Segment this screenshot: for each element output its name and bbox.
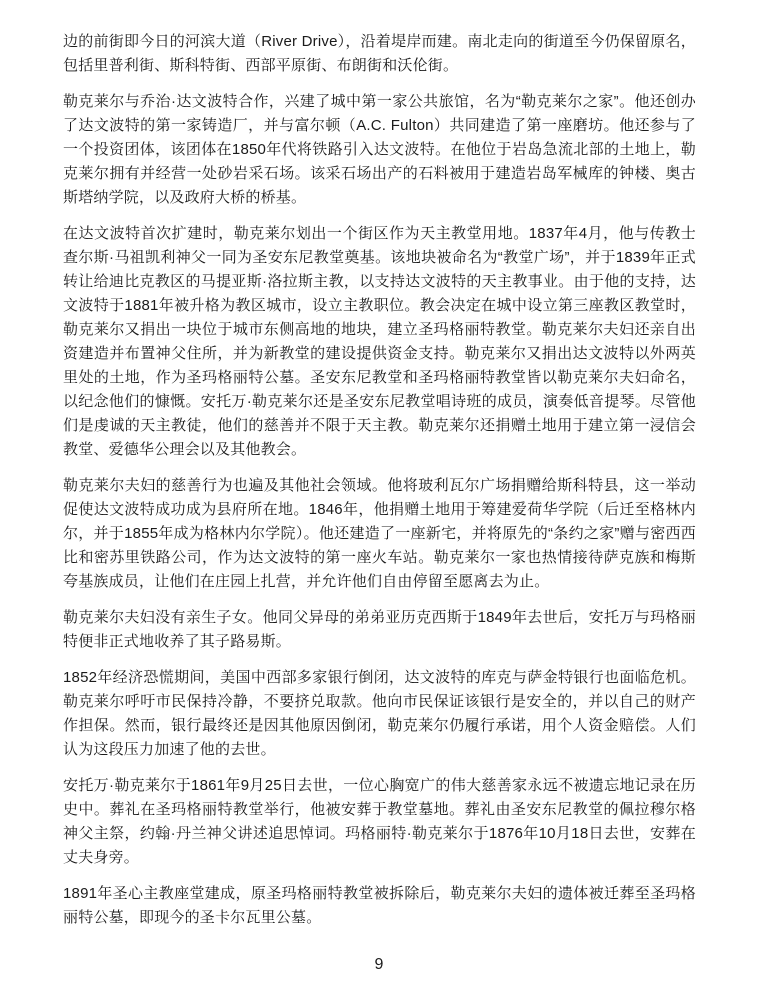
paragraph: 安托万·勒克莱尔于1861年9月25日去世，一位心胸宽广的伟大慈善家永远不被遗忘地记录在历史中。葬礼在圣玛格丽特教堂举行，他被安葬于教堂墓地。葬礼由圣安东尼教堂的佩拉穆尔格神父主祭，约翰·丹兰神父讲述追思悼词。玛格丽特·勒克莱尔于1876年10月18日去世，安葬在丈夫身旁。: [63, 777, 696, 866]
paragraph: 1852年经济恐慌期间，美国中西部多家银行倒闭，达文波特的库克与萨金特银行也面临危机。勒克莱尔呼吁市民保持冷静，不要挤兑取款。他向市民保证该银行是安全的，并以自己的财产作担保。然而，银行最终还是因其他原因倒闭，勒克莱尔仍履行承诺，用个人资金赔偿。人们认为这段压力加速了他的去世。: [63, 669, 696, 758]
page-number: 9: [374, 956, 384, 973]
paragraph: 勒克莱尔夫妇没有亲生子女。他同父异母的弟弟亚历克西斯于1849年去世后，安托万与玛格丽特便非正式地收养了其子路易斯。: [63, 609, 696, 650]
paragraph: 边的前街即今日的河滨大道（River Drive），沿着堤岸而建。南北走向的街道至今仍保留原名，包括里普利街、斯科特街、西部平原街、布朗街和沃伦街。: [63, 33, 696, 74]
paragraph: 1891年圣心主教座堂建成，原圣玛格丽特教堂被拆除后，勒克莱尔夫妇的遗体被迁葬至圣玛格丽特公墓，即现今的圣卡尔瓦里公墓。: [63, 885, 696, 926]
paragraph: 在达文波特首次扩建时，勒克莱尔划出一个街区作为天主教堂用地。1837年4月，他与传教士查尔斯·马祖凯利神父一同为圣安东尼教堂奠基。该地块被命名为“教堂广场”，并于1839年正式转让给迪比克教区的马提亚斯·洛拉斯主教，以支持达文波特的天主教事业。由于他的支持，达文波特于1881年被升格为教区城市，设立主教职位。教会决定在城中设立第三座教区教堂时，勒克莱尔又捐出一块位于城市东侧高地的地块，建立圣玛格丽特教堂。勒克莱尔夫妇还亲自出资建造并布置神父住所，并为新教堂的建设提供资金支持。勒克莱尔又捐出达文波特以外两英里处的土地，作为圣玛格丽特公墓。圣安东尼教堂和圣玛格丽特教堂皆以勒克莱尔夫妇命名，以纪念他们的慷慨。安托万·勒克莱尔还是圣安东尼教堂唱诗班的成员，演奏低音提琴。尽管他们是虔诚的天主教徒，他们的慈善并不限于天主教。勒克莱尔还捐赠土地用于建立第一浸信会教堂、爱德华公理会以及其他教会。: [63, 225, 696, 458]
page-body: [63, 30, 696, 930]
paragraph: 勒克莱尔夫妇的慈善行为也遍及其他社会领域。他将玻利瓦尔广场捐赠给斯科特县，这一举动促使达文波特成功成为县府所在地。1846年，他捐赠土地用于筹建爱荷华学院（后迁至格林内尔，并于1855年成为格林内尔学院）。他还建造了一座新宅，并将原先的“条约之家”赠与密西西比和密苏里铁路公司，作为达文波特的第一座火车站。勒克莱尔一家也热情接待萨克族和梅斯夸基族成员，让他们在庄园上扎营，并允许他们自由停留至愿离去为止。: [63, 477, 696, 590]
paragraph: 勒克莱尔与乔治·达文波特合作，兴建了城中第一家公共旅馆，名为“勒克莱尔之家”。他还创办了达文波特的第一家铸造厂，并与富尔顿（A.C. Fulton）共同建造了第一座磨坊。他还参与了一个投资团体，该团体在1850年代将铁路引入达文波特。在他位于岩岛急流北部的土地上，勒克莱尔拥有并经营一处砂岩采石场。该采石场出产的石料被用于建造岩岛军械库的钟楼、奥古斯塔纳学院，以及政府大桥的桥基。: [63, 93, 696, 206]
